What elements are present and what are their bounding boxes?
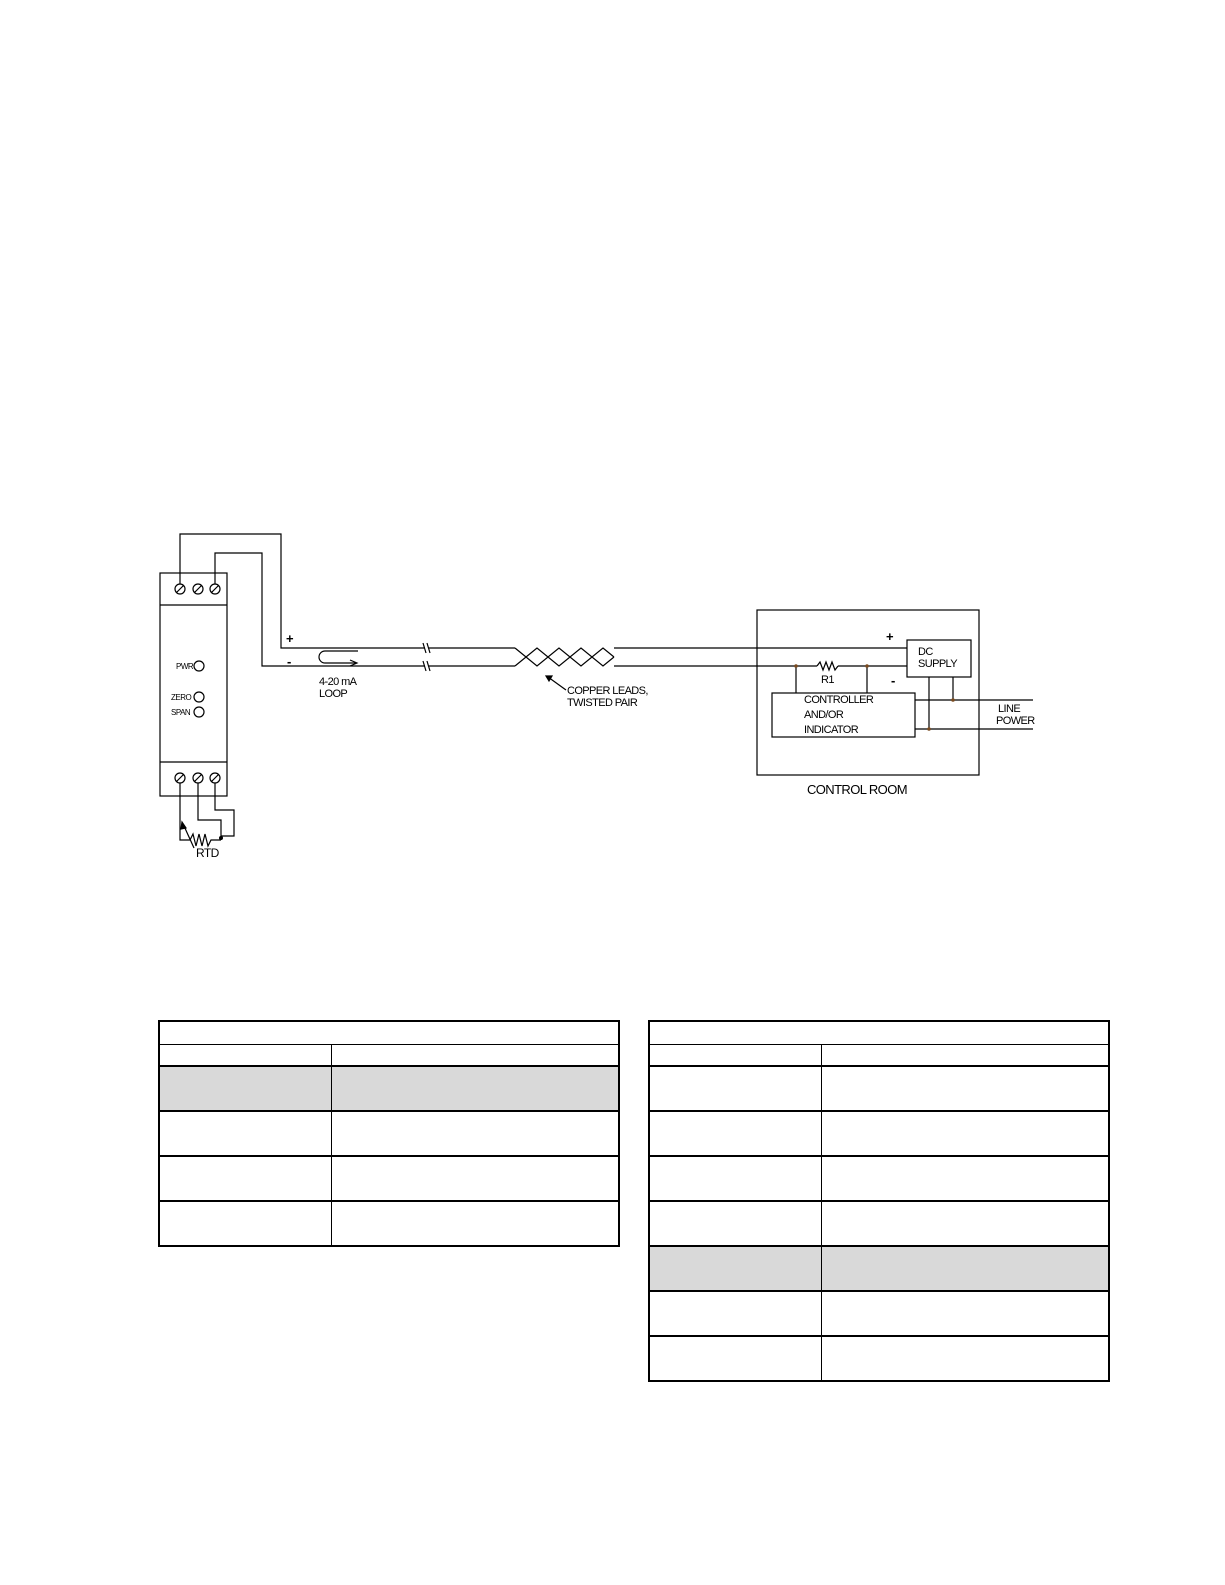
- loop-wire-negative: [215, 553, 425, 666]
- controller-line3: INDICATOR: [804, 724, 859, 736]
- loop-plus-sign: +: [286, 631, 294, 646]
- pwr-led: [194, 661, 204, 671]
- dc-supply-line2: SUPPLY: [918, 658, 957, 670]
- bottom-terminal-screws: [175, 773, 220, 783]
- line-power-line2: POWER: [996, 715, 1035, 727]
- rtd-label: RTD: [196, 846, 219, 860]
- right-table-header-cell: [821, 1045, 1109, 1067]
- rtd-element: [190, 834, 221, 846]
- left-table-cell: [331, 1156, 619, 1201]
- pwr-label: PWR: [176, 662, 194, 671]
- left-table-header-cell: [159, 1045, 331, 1067]
- loop-minus-sign: -: [287, 654, 292, 669]
- controller-line1: CONTROLLER: [804, 694, 874, 706]
- controller-line2: AND/OR: [804, 709, 844, 721]
- zero-label: ZERO: [171, 693, 192, 702]
- left-table: [158, 1020, 620, 1247]
- room-plus-sign: +: [886, 629, 894, 644]
- left-table-cell: [331, 1066, 619, 1111]
- right-table-cell: [821, 1291, 1109, 1336]
- left-table-cell: [159, 1201, 331, 1246]
- right-table-cell: [821, 1336, 1109, 1381]
- rtd-lead-1: [180, 783, 190, 840]
- room-minus-sign: -: [891, 673, 896, 688]
- loop-label-line1: 4-20 mA: [319, 676, 357, 688]
- right-table-cell: [649, 1336, 821, 1381]
- left-table-title-cell: [159, 1021, 619, 1045]
- zero-pot: [194, 692, 204, 702]
- right-table-cell: [649, 1246, 821, 1291]
- left-table-cell: [331, 1111, 619, 1156]
- line-power-line1: LINE: [998, 703, 1021, 715]
- right-table-cell: [649, 1291, 821, 1336]
- right-table-cell: [821, 1201, 1109, 1246]
- right-table-cell: [821, 1246, 1109, 1291]
- top-terminal-screws: [175, 584, 220, 594]
- r1-label: R1: [821, 674, 834, 686]
- loop-wire-positive: [180, 534, 425, 648]
- right-table-cell: [821, 1156, 1109, 1201]
- right-table-cell: [649, 1066, 821, 1111]
- right-table: [648, 1020, 1110, 1382]
- left-table-header-cell: [331, 1045, 619, 1067]
- control-room-title: CONTROL ROOM: [807, 782, 907, 797]
- dc-supply-line1: DC: [918, 646, 933, 658]
- left-table-cell: [331, 1201, 619, 1246]
- right-table-cell: [649, 1111, 821, 1156]
- right-table-header-cell: [649, 1045, 821, 1067]
- loop-label-line2: LOOP: [319, 688, 348, 700]
- twisted-pair: [515, 648, 614, 666]
- resistor-r1: [817, 662, 838, 670]
- right-table-cell: [821, 1111, 1109, 1156]
- leads-label-line2: TWISTED PAIR: [567, 697, 638, 709]
- right-table-cell: [649, 1201, 821, 1246]
- leads-label-line1: COPPER LEADS,: [567, 685, 648, 697]
- rtd-lead-3: [215, 783, 234, 836]
- span-label: SPAN: [171, 708, 191, 717]
- left-table-cell: [159, 1111, 331, 1156]
- right-table-title-cell: [649, 1021, 1109, 1045]
- left-table-cell: [159, 1156, 331, 1201]
- span-pot: [194, 707, 204, 717]
- left-table-cell: [159, 1066, 331, 1111]
- right-table-cell: [649, 1156, 821, 1201]
- right-table-cell: [821, 1066, 1109, 1111]
